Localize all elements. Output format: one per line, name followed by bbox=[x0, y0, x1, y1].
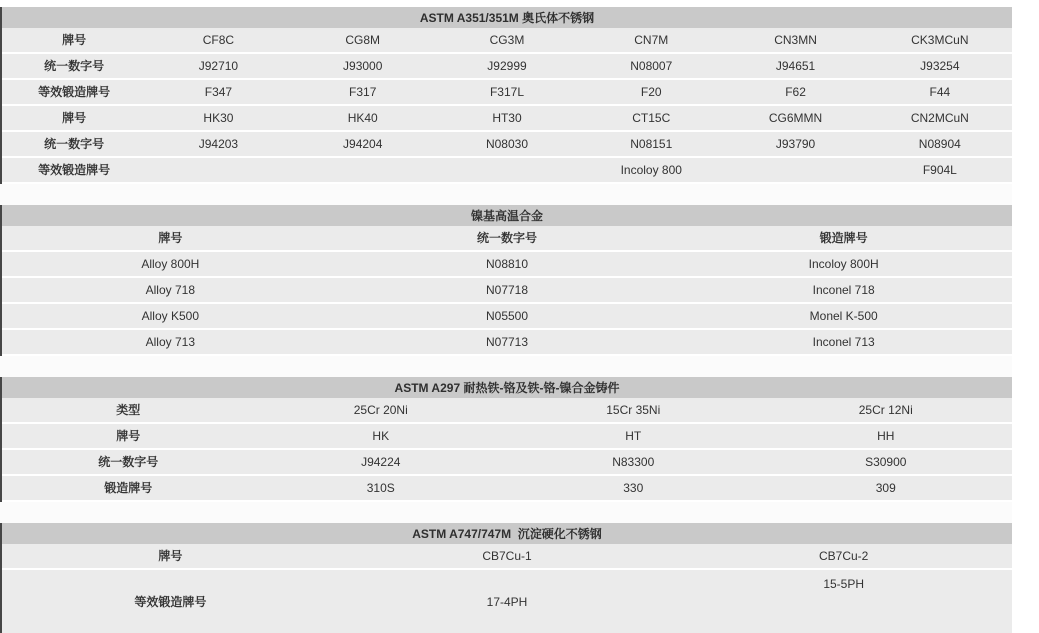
table-row bbox=[2, 278, 1012, 304]
section-gap bbox=[0, 502, 1012, 523]
table-cell: N83300 bbox=[612, 455, 655, 469]
table-row bbox=[2, 158, 1012, 184]
table-cell: CN7M bbox=[634, 33, 669, 47]
table-cell: CN2MCuN bbox=[910, 111, 969, 125]
table-cell: N08030 bbox=[485, 137, 528, 151]
row-label: 等效锻造牌号 bbox=[134, 594, 207, 609]
table-cell: CG8M bbox=[345, 33, 381, 47]
table-row bbox=[2, 80, 1012, 106]
table-row bbox=[2, 132, 1012, 158]
table-row bbox=[2, 544, 1012, 570]
table-cell: Alloy 800H bbox=[141, 257, 200, 271]
table-row bbox=[2, 476, 1012, 502]
table-cell: 310S bbox=[366, 481, 395, 495]
table-section-astm-a351 bbox=[0, 7, 1012, 184]
table-cell: F44 bbox=[929, 85, 951, 99]
table-title-astm-a747: ASTM A747/747M 沉淀硬化不锈钢 bbox=[2, 523, 1012, 544]
table-cell: 15-5PH bbox=[823, 577, 865, 591]
table-cell: Incoloy 800 bbox=[620, 163, 682, 177]
table-cell: CK3MCuN bbox=[911, 33, 969, 47]
table-cell: 17-4PH bbox=[486, 594, 528, 609]
table-cell: J92710 bbox=[198, 59, 239, 73]
table-row bbox=[2, 330, 1012, 356]
table-cell: CB7Cu-1 bbox=[482, 549, 532, 563]
table-title-astm-a351: ASTM A351/351M 奥氏体不锈钢 bbox=[2, 7, 1012, 28]
row-label: 类型 bbox=[116, 403, 141, 417]
table-cell bbox=[435, 158, 579, 182]
row-label: 牌号 bbox=[116, 429, 141, 443]
table-cell: CN3MN bbox=[774, 33, 817, 47]
table-cell: HK30 bbox=[203, 111, 234, 125]
table-cell: J94204 bbox=[343, 137, 383, 151]
table-cell: F20 bbox=[640, 85, 662, 99]
table-row bbox=[2, 28, 1012, 54]
table-cell: 25Cr 20Ni bbox=[353, 403, 408, 417]
table-cell: HK bbox=[372, 429, 390, 443]
table-cell: 牌号 bbox=[158, 231, 183, 245]
table-cell: F904L bbox=[922, 163, 957, 177]
top-margin bbox=[0, 0, 1012, 7]
row-label: 统一数字号 bbox=[98, 455, 159, 469]
table-section-astm-a297 bbox=[0, 377, 1012, 502]
table-cell: J94651 bbox=[775, 59, 816, 73]
row-label: 牌号 bbox=[62, 111, 87, 125]
table-cell bbox=[146, 158, 290, 182]
table-row bbox=[2, 450, 1012, 476]
table-row bbox=[2, 54, 1012, 80]
table-cell: Alloy K500 bbox=[141, 309, 200, 323]
table-cell: HT30 bbox=[492, 111, 522, 125]
table-cell: 25Cr 12Ni bbox=[858, 403, 913, 417]
table-rows-astm-a351 bbox=[2, 28, 1012, 184]
table-cell bbox=[291, 158, 435, 182]
row-label: 等效锻造牌号 bbox=[38, 85, 111, 99]
table-rows-nickel-superalloy bbox=[2, 226, 1012, 356]
table-cell: CT15C bbox=[632, 111, 671, 125]
section-gap bbox=[0, 356, 1012, 377]
table-cell: CG6MMN bbox=[768, 111, 823, 125]
table-cell: N08151 bbox=[630, 137, 673, 151]
table-row bbox=[2, 226, 1012, 252]
table-cell: J93790 bbox=[775, 137, 816, 151]
table-cell: J94224 bbox=[361, 455, 401, 469]
table-row bbox=[2, 252, 1012, 278]
table-cell: N07713 bbox=[485, 335, 529, 349]
table-cell: CF8C bbox=[202, 33, 235, 47]
table-cell: 统一数字号 bbox=[477, 231, 538, 245]
table-cell: Inconel 718 bbox=[812, 283, 875, 297]
table-cell: J92999 bbox=[487, 59, 527, 73]
table-rows-astm-a747 bbox=[2, 544, 1012, 633]
table-cell: HT bbox=[625, 429, 642, 443]
table-cell: 锻造牌号 bbox=[819, 231, 868, 245]
table-row bbox=[2, 106, 1012, 132]
row-label: 锻造牌号 bbox=[104, 481, 153, 495]
table-cell: Incoloy 800H bbox=[808, 257, 879, 271]
table-cell: J93000 bbox=[343, 59, 383, 73]
table-cell: F317L bbox=[489, 85, 524, 99]
table-cell: F317 bbox=[349, 85, 377, 99]
table-cell: Alloy 713 bbox=[145, 335, 196, 349]
table-section-nickel-superalloy bbox=[0, 205, 1012, 356]
table-cell: J93254 bbox=[920, 59, 960, 73]
table-row bbox=[2, 398, 1012, 424]
table-section-astm-a747 bbox=[0, 523, 1012, 633]
table-cell: N08007 bbox=[630, 59, 673, 73]
table-cell: N08904 bbox=[918, 137, 961, 151]
table-cell: F62 bbox=[785, 85, 806, 99]
table-cell: CB7Cu-2 bbox=[819, 549, 869, 563]
table-row bbox=[2, 304, 1012, 330]
table-cell: S30900 bbox=[865, 455, 907, 469]
row-label: 牌号 bbox=[158, 549, 183, 563]
table-cell bbox=[723, 158, 867, 182]
table-cell: CG3M bbox=[489, 33, 525, 47]
table-cell: J94203 bbox=[198, 137, 239, 151]
table-row bbox=[2, 570, 1012, 633]
table-cell: HH bbox=[877, 429, 895, 443]
table-cell: 330 bbox=[623, 481, 644, 495]
table-cell: Alloy 718 bbox=[145, 283, 196, 297]
table-rows-astm-a297 bbox=[2, 398, 1012, 502]
table-cell: HK40 bbox=[347, 111, 378, 125]
table-cell: N05500 bbox=[485, 309, 529, 323]
table-cell: 15Cr 35Ni bbox=[606, 403, 661, 417]
table-cell: 309 bbox=[875, 481, 896, 495]
table-title-nickel-superalloy: 镍基高温合金 bbox=[2, 205, 1012, 226]
row-label: 等效锻造牌号 bbox=[38, 163, 111, 177]
table-cell: F347 bbox=[204, 85, 233, 99]
table-cell: N08810 bbox=[485, 257, 529, 271]
table-row bbox=[2, 424, 1012, 450]
table-title-astm-a297: ASTM A297 耐热铁-铬及铁-铬-镍合金铸件 bbox=[2, 377, 1012, 398]
row-label: 牌号 bbox=[62, 33, 87, 47]
table-cell: N07718 bbox=[485, 283, 529, 297]
row-label: 统一数字号 bbox=[44, 59, 105, 73]
table-cell: Monel K-500 bbox=[809, 309, 878, 323]
section-gap bbox=[0, 184, 1012, 205]
table-cell: Inconel 713 bbox=[812, 335, 875, 349]
row-label: 统一数字号 bbox=[44, 137, 105, 151]
